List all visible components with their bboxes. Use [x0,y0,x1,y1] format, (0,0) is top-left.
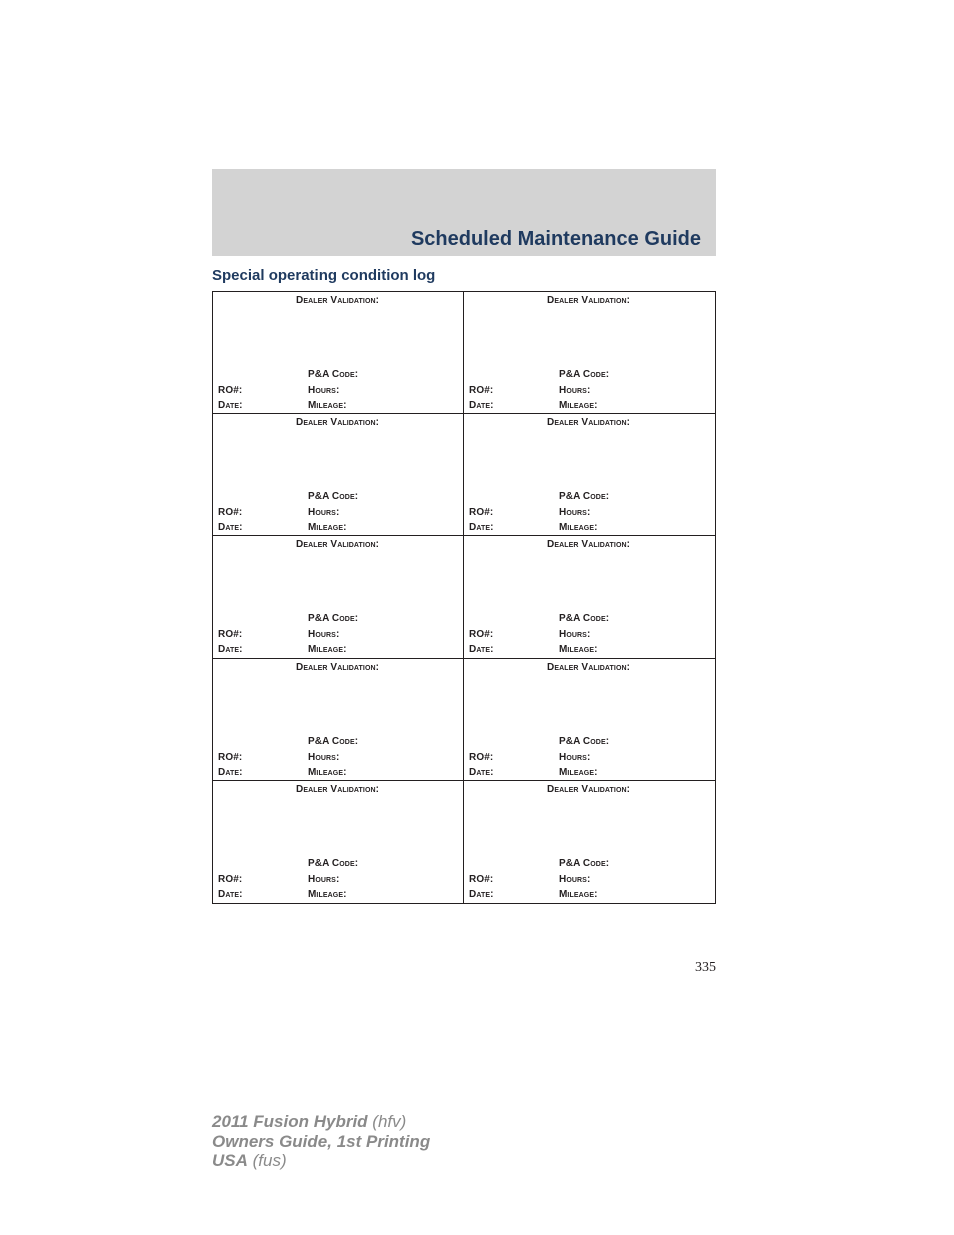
log-entry-cell [213,536,464,658]
log-entry-cell [464,536,715,658]
dealer-validation-label: Dealer Validation: [296,417,380,429]
pa-code-label: P&A Code: [308,613,359,625]
mileage-label: Mileage: [308,888,347,900]
dealer-validation-label: Dealer Validation: [296,539,380,551]
footer-line-edition [212,1132,430,1152]
footer-edition: Owners Guide, 1st Printing [212,1131,431,1151]
dealer-validation-label: Dealer Validation: [296,783,380,795]
ro-number-label: RO#: [469,507,494,519]
date-label: Date: [469,644,494,656]
pa-code-label: P&A Code: [308,857,359,869]
hours-label: Hours: [308,385,340,396]
section-title: Special operating condition log [212,267,436,284]
pa-code-label: P&A Code: [559,857,610,869]
log-entry-cell [213,659,464,781]
footer-model-code: (hfv) [372,1112,407,1131]
document-footer [212,1112,430,1171]
date-label: Date: [469,522,494,534]
dealer-validation-label: Dealer Validation: [296,295,380,306]
date-label: Date: [469,766,494,778]
dealer-validation-label: Dealer Validation: [547,539,631,551]
mileage-label: Mileage: [559,522,598,534]
pa-code-label: P&A Code: [559,735,610,747]
pa-code-label: P&A Code: [308,369,359,380]
hours-label: Hours: [308,873,340,885]
pa-code-label: P&A Code: [559,613,610,625]
footer-model-name: 2011 Fusion Hybrid [212,1112,368,1131]
ro-number-label: RO#: [469,385,494,396]
footer-market: USA [212,1151,248,1170]
ro-number-label: RO#: [469,873,494,885]
ro-number-label: RO#: [218,873,243,885]
date-label: Date: [218,400,243,411]
hours-label: Hours: [559,751,591,763]
mileage-label: Mileage: [559,644,598,656]
dealer-validation-label: Dealer Validation: [296,661,380,673]
ro-number-label: RO#: [469,629,494,641]
log-entry-cell [464,414,715,536]
dealer-validation-label: Dealer Validation: [547,783,631,795]
log-entry-cell [213,292,464,414]
mileage-label: Mileage: [308,400,347,411]
log-entry-cell [464,292,715,414]
ro-number-label: RO#: [218,629,243,641]
mileage-label: Mileage: [559,400,598,411]
date-label: Date: [218,766,243,778]
mileage-label: Mileage: [308,522,347,534]
dealer-validation-label: Dealer Validation: [547,661,631,673]
page-number: 335 [695,960,716,975]
hours-label: Hours: [308,507,340,519]
mileage-label: Mileage: [308,644,347,656]
ro-number-label: RO#: [218,385,243,396]
pa-code-label: P&A Code: [308,491,359,503]
hours-label: Hours: [559,385,591,396]
log-entry-cell [464,659,715,781]
mileage-label: Mileage: [559,888,598,900]
log-entry-cell [464,781,715,903]
log-entry-cell [213,414,464,536]
date-label: Date: [469,888,494,900]
ro-number-label: RO#: [218,751,243,763]
hours-label: Hours: [559,507,591,519]
footer-line-model [212,1112,430,1132]
date-label: Date: [218,644,243,656]
date-label: Date: [469,400,494,411]
pa-code-label: P&A Code: [559,491,610,503]
maintenance-log-grid [212,291,716,904]
chapter-header-band [212,169,716,256]
dealer-validation-label: Dealer Validation: [547,417,631,429]
dealer-validation-label: Dealer Validation: [547,295,631,306]
hours-label: Hours: [308,751,340,763]
mileage-label: Mileage: [559,766,598,778]
chapter-title: Scheduled Maintenance Guide [410,228,701,250]
hours-label: Hours: [559,629,591,641]
hours-label: Hours: [559,873,591,885]
ro-number-label: RO#: [218,507,243,519]
date-label: Date: [218,888,243,900]
ro-number-label: RO#: [469,751,494,763]
pa-code-label: P&A Code: [559,369,610,380]
footer-market-code: (fus) [252,1151,287,1170]
pa-code-label: P&A Code: [308,735,359,747]
hours-label: Hours: [308,629,340,641]
log-entry-cell [213,781,464,903]
date-label: Date: [218,522,243,534]
mileage-label: Mileage: [308,766,347,778]
footer-line-market [212,1151,430,1171]
